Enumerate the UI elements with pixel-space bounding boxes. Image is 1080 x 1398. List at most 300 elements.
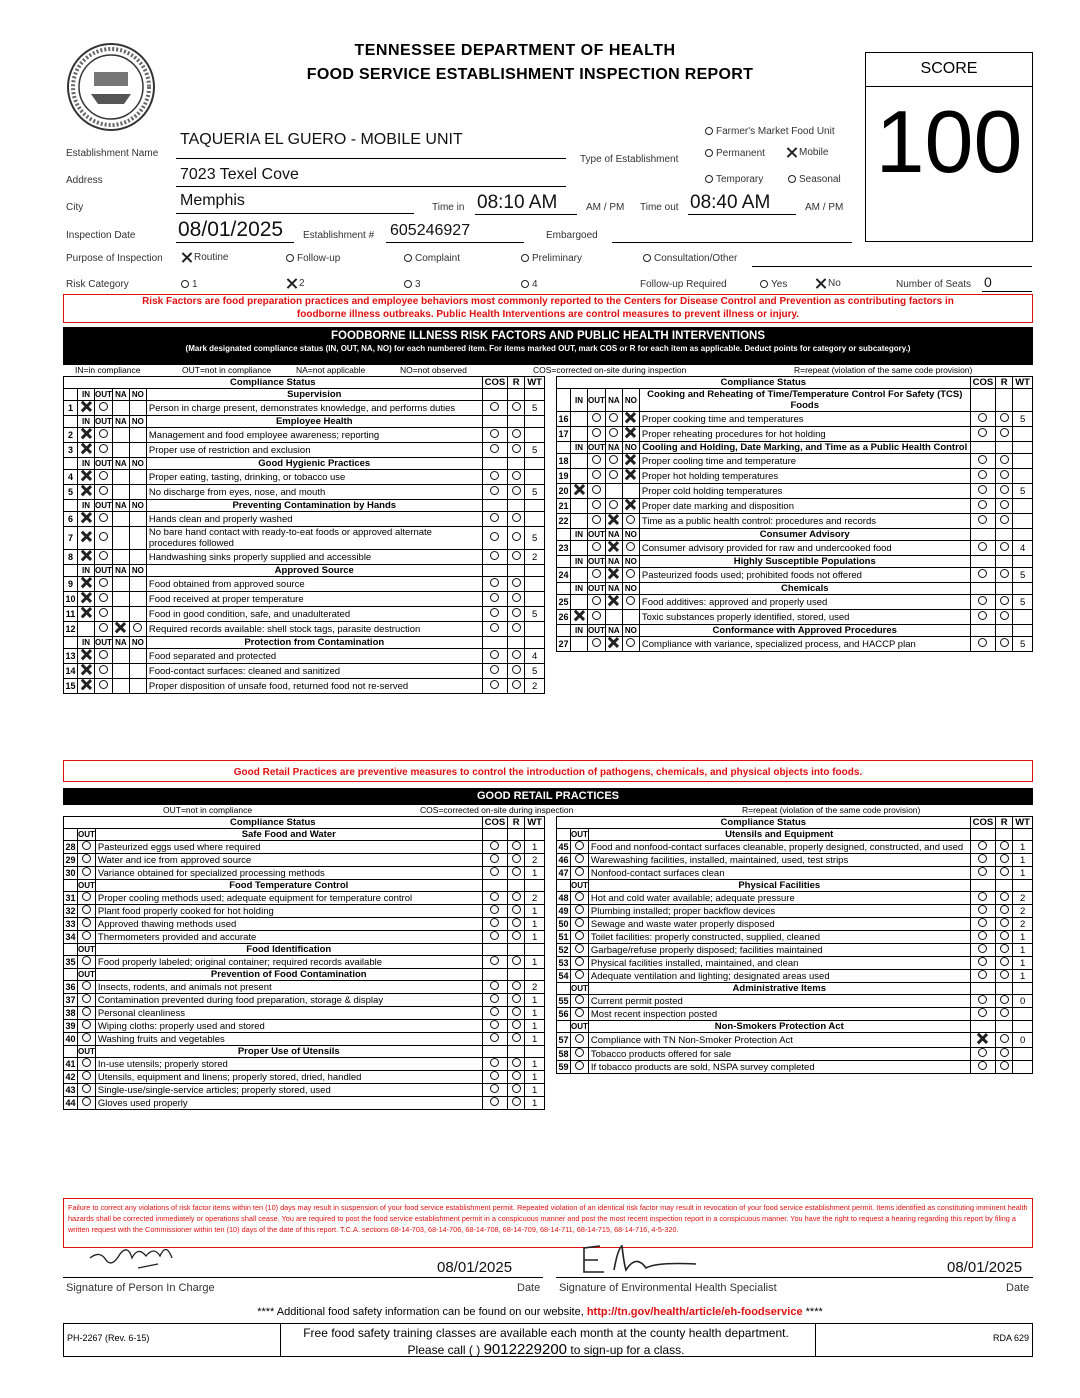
cos-checkbox[interactable]: [970, 1008, 996, 1021]
r-checkbox[interactable]: [508, 592, 525, 607]
out-checkbox[interactable]: [571, 995, 589, 1008]
out-checkbox[interactable]: [571, 944, 589, 957]
no-checkbox[interactable]: [622, 412, 639, 427]
no-checkbox[interactable]: [622, 541, 639, 556]
out-checkbox[interactable]: [588, 484, 606, 499]
out-checkbox[interactable]: [571, 1061, 589, 1074]
section-header: Non-Smokers Protection Act: [588, 1021, 970, 1033]
r-checkbox[interactable]: [996, 541, 1013, 556]
out-checkbox[interactable]: [95, 649, 113, 664]
in-checkbox[interactable]: [571, 637, 588, 652]
in-checkbox[interactable]: [78, 485, 95, 500]
out-checkbox[interactable]: [588, 412, 606, 427]
item-description: Wiping cloths: properly used and stored: [95, 1020, 482, 1033]
out-checkbox[interactable]: [78, 1071, 96, 1084]
no-checkbox[interactable]: [622, 484, 639, 499]
r-checkbox[interactable]: [508, 649, 525, 664]
r-checkbox[interactable]: [996, 841, 1013, 854]
out-checkbox[interactable]: [95, 607, 113, 622]
r-checkbox[interactable]: [508, 1058, 525, 1071]
na-checkbox[interactable]: [112, 664, 129, 679]
r-checkbox[interactable]: [996, 892, 1013, 905]
out-checkbox[interactable]: [588, 427, 606, 442]
cos-checkbox[interactable]: [970, 595, 996, 610]
in-checkbox[interactable]: [78, 622, 95, 637]
na-checkbox[interactable]: [112, 679, 129, 694]
type-seasonal[interactable]: Seasonal: [788, 174, 841, 185]
type-permanent[interactable]: Permanent: [705, 148, 765, 159]
cos-checkbox[interactable]: [970, 499, 996, 514]
r-checkbox[interactable]: [508, 485, 525, 500]
r-checkbox[interactable]: [996, 918, 1013, 931]
no-checkbox[interactable]: [129, 428, 146, 443]
cos-checkbox[interactable]: [482, 527, 508, 550]
r-checkbox[interactable]: [508, 956, 525, 969]
out-checkbox[interactable]: [588, 610, 606, 625]
no-checkbox[interactable]: [129, 485, 146, 500]
na-checkbox[interactable]: [112, 443, 129, 458]
r-checkbox[interactable]: [508, 1097, 525, 1110]
in-checkbox[interactable]: [571, 610, 588, 625]
r-checkbox[interactable]: [508, 1084, 525, 1097]
r-checkbox[interactable]: [508, 577, 525, 592]
table-row: [557, 1033, 1033, 1048]
cos-checkbox[interactable]: [970, 995, 996, 1008]
na-checkbox[interactable]: [605, 412, 622, 427]
cos-checkbox[interactable]: [970, 568, 996, 583]
r-checkbox[interactable]: [996, 610, 1013, 625]
r-checkbox[interactable]: [508, 470, 525, 485]
cos-checkbox[interactable]: [970, 1033, 996, 1048]
na-checkbox[interactable]: [112, 592, 129, 607]
out-checkbox[interactable]: [588, 469, 606, 484]
r-checkbox[interactable]: [508, 994, 525, 1007]
cos-checkbox[interactable]: [970, 867, 996, 880]
out-checkbox[interactable]: [588, 568, 606, 583]
purpose-complaint[interactable]: Complaint: [404, 253, 460, 264]
in-checkbox[interactable]: [571, 427, 588, 442]
item-number: 13: [64, 649, 78, 664]
out-checkbox[interactable]: [571, 1048, 589, 1061]
cos-checkbox[interactable]: [482, 550, 508, 565]
no-checkbox[interactable]: [622, 454, 639, 469]
item-number: 27: [557, 637, 571, 652]
cos-checkbox[interactable]: [482, 577, 508, 592]
cos-checkbox[interactable]: [482, 443, 508, 458]
in-checkbox[interactable]: [78, 592, 95, 607]
r-checkbox[interactable]: [996, 469, 1013, 484]
out-checkbox[interactable]: [78, 1097, 96, 1110]
no-checkbox[interactable]: [129, 470, 146, 485]
in-checkbox[interactable]: [78, 401, 95, 416]
cos-checkbox[interactable]: [482, 905, 508, 918]
cos-header: COS: [482, 817, 508, 829]
item-number: 22: [557, 514, 571, 529]
cos-checkbox[interactable]: [970, 905, 996, 918]
out-checkbox[interactable]: [95, 485, 113, 500]
cos-checkbox[interactable]: [482, 512, 508, 527]
r-checkbox[interactable]: [508, 892, 525, 905]
cos-checkbox[interactable]: [482, 592, 508, 607]
r-checkbox[interactable]: [508, 854, 525, 867]
risk-4[interactable]: 4: [521, 279, 538, 290]
cos-checkbox[interactable]: [482, 679, 508, 694]
out-checkbox[interactable]: [95, 577, 113, 592]
weight-value: [1013, 427, 1033, 442]
cos-checkbox[interactable]: [482, 401, 508, 416]
cos-checkbox[interactable]: [482, 1071, 508, 1084]
out-checkbox[interactable]: [78, 867, 96, 880]
table-row: [557, 412, 1033, 427]
out-checkbox[interactable]: [78, 1033, 96, 1046]
cos-checkbox[interactable]: [482, 1097, 508, 1110]
na-checkbox[interactable]: [605, 469, 622, 484]
cos-checkbox[interactable]: [482, 841, 508, 854]
cos-checkbox[interactable]: [482, 470, 508, 485]
out-checkbox[interactable]: [95, 664, 113, 679]
out-checkbox[interactable]: [571, 918, 589, 931]
risk-3[interactable]: 3: [404, 279, 421, 290]
cos-checkbox[interactable]: [482, 607, 508, 622]
purpose-preliminary[interactable]: Preliminary: [521, 253, 582, 264]
cos-checkbox[interactable]: [970, 841, 996, 854]
r-checkbox[interactable]: [996, 854, 1013, 867]
r-checkbox[interactable]: [508, 622, 525, 637]
in-checkbox[interactable]: [571, 499, 588, 514]
na-checkbox[interactable]: [112, 485, 129, 500]
out-checkbox[interactable]: [95, 470, 113, 485]
footer-warning: Failure to correct any violations of risk factor items within ten (10) days may result in suspension of your food service establishment permit. Repeated violation of an identical risk factor may result in revocation of your food service establishment permit. Items identified as constituting imminent health hazards shall be corrected immediately or operations shall cease. You are required to post the food service establishment permit in a conspicuous manner and post the most recent inspection report in a conspicuous manner. You have the right to request a hearing regarding this report by filing a written request with the Commissioner within ten (10) days of the date of this report. T.C.A. sections 68-14-703, 68-14-706, 68-14-708, 68-14-709, 68-14-711, 68-14-715, 68-14-716, 4-5-320.: [63, 1198, 1033, 1248]
in-checkbox[interactable]: [571, 469, 588, 484]
cos-checkbox[interactable]: [970, 610, 996, 625]
out-checkbox[interactable]: [78, 956, 96, 969]
no-checkbox[interactable]: [129, 577, 146, 592]
out-checkbox[interactable]: [78, 841, 96, 854]
r-checkbox[interactable]: [508, 918, 525, 931]
na-checkbox[interactable]: [112, 622, 129, 637]
cos-checkbox[interactable]: [482, 1007, 508, 1020]
out-checkbox[interactable]: [78, 1007, 96, 1020]
in-checkbox[interactable]: [571, 454, 588, 469]
r-checkbox[interactable]: [996, 454, 1013, 469]
cos-checkbox[interactable]: [482, 918, 508, 931]
cos-checkbox[interactable]: [970, 931, 996, 944]
no-checkbox[interactable]: [129, 664, 146, 679]
out-checkbox[interactable]: [95, 401, 113, 416]
out-checkbox[interactable]: [95, 592, 113, 607]
cos-checkbox[interactable]: [970, 514, 996, 529]
r-checkbox[interactable]: [508, 401, 525, 416]
na-checkbox[interactable]: [112, 428, 129, 443]
no-checkbox[interactable]: [622, 610, 639, 625]
section-header: Utensils and Equipment: [588, 829, 970, 841]
r-checkbox[interactable]: [996, 484, 1013, 499]
na-checkbox[interactable]: [605, 595, 622, 610]
in-checkbox[interactable]: [78, 527, 95, 550]
in-checkbox[interactable]: [571, 412, 588, 427]
in-checkbox[interactable]: [78, 664, 95, 679]
cos-checkbox[interactable]: [970, 970, 996, 983]
out-checkbox[interactable]: [571, 867, 589, 880]
cos-checkbox[interactable]: [482, 931, 508, 944]
cos-checkbox[interactable]: [970, 469, 996, 484]
out-checkbox[interactable]: [78, 905, 96, 918]
r-checkbox[interactable]: [996, 1033, 1013, 1048]
out-checkbox[interactable]: [571, 1008, 589, 1021]
cos-checkbox[interactable]: [970, 412, 996, 427]
na-checkbox[interactable]: [605, 499, 622, 514]
cos-checkbox[interactable]: [970, 1061, 996, 1074]
out-checkbox[interactable]: [78, 931, 96, 944]
cos-checkbox[interactable]: [482, 1020, 508, 1033]
in-checkbox[interactable]: [571, 595, 588, 610]
no-checkbox[interactable]: [129, 401, 146, 416]
cos-checkbox[interactable]: [970, 892, 996, 905]
na-checkbox[interactable]: [605, 637, 622, 652]
type-temporary[interactable]: Temporary: [705, 174, 763, 185]
out-checkbox[interactable]: [571, 905, 589, 918]
out-checkbox[interactable]: [588, 637, 606, 652]
na-checkbox[interactable]: [605, 568, 622, 583]
out-checkbox[interactable]: [78, 1058, 96, 1071]
info-link[interactable]: http://tn.gov/health/article/eh-foodservice: [586, 1306, 803, 1318]
r-checkbox[interactable]: [508, 607, 525, 622]
out-checkbox[interactable]: [95, 428, 113, 443]
r-checkbox[interactable]: [996, 1008, 1013, 1021]
weight-value: 5: [1013, 637, 1033, 652]
purpose-followup[interactable]: Follow-up: [286, 253, 340, 264]
r-checkbox[interactable]: [996, 867, 1013, 880]
ehs-date-label: Date: [1006, 1282, 1030, 1294]
r-checkbox[interactable]: [508, 1020, 525, 1033]
in-checkbox[interactable]: [78, 649, 95, 664]
r-checkbox[interactable]: [996, 514, 1013, 529]
r-checkbox[interactable]: [996, 427, 1013, 442]
r-checkbox[interactable]: [508, 841, 525, 854]
in-checkbox[interactable]: [78, 428, 95, 443]
out-checkbox[interactable]: [588, 595, 606, 610]
r-checkbox[interactable]: [508, 679, 525, 694]
no-checkbox[interactable]: [129, 622, 146, 637]
out-checkbox[interactable]: [571, 1033, 589, 1048]
out-checkbox[interactable]: [571, 854, 589, 867]
cos-checkbox[interactable]: [482, 854, 508, 867]
no-checkbox[interactable]: [129, 527, 146, 550]
purpose-consultation[interactable]: Consultation/Other: [643, 253, 737, 264]
table-row: [557, 1008, 1033, 1021]
r-checkbox[interactable]: [996, 637, 1013, 652]
out-checkbox[interactable]: [588, 514, 606, 529]
item-number: 20: [557, 484, 571, 499]
na-checkbox[interactable]: [112, 512, 129, 527]
r-checkbox[interactable]: [996, 931, 1013, 944]
r-checkbox[interactable]: [996, 595, 1013, 610]
out-checkbox[interactable]: [571, 931, 589, 944]
purpose-routine[interactable]: Routine: [181, 252, 228, 263]
na-checkbox[interactable]: [605, 427, 622, 442]
in-checkbox[interactable]: [78, 679, 95, 694]
out-checkbox[interactable]: [95, 622, 113, 637]
in-checkbox[interactable]: [78, 577, 95, 592]
weight-value: 1: [525, 905, 545, 918]
out-checkbox[interactable]: [571, 970, 589, 983]
out-checkbox[interactable]: [571, 892, 589, 905]
r-checkbox[interactable]: [996, 905, 1013, 918]
cos-checkbox[interactable]: [482, 428, 508, 443]
na-checkbox[interactable]: [605, 484, 622, 499]
cos-checkbox[interactable]: [482, 1084, 508, 1097]
cos-checkbox[interactable]: [482, 1058, 508, 1071]
in-checkbox[interactable]: [571, 514, 588, 529]
r-checkbox[interactable]: [508, 664, 525, 679]
seats-label: Number of Seats: [896, 279, 972, 290]
r-checkbox[interactable]: [996, 957, 1013, 970]
no-checkbox[interactable]: [622, 595, 639, 610]
cos-checkbox[interactable]: [482, 892, 508, 905]
out-checkbox[interactable]: [78, 854, 96, 867]
na-checkbox[interactable]: [112, 470, 129, 485]
r-checkbox[interactable]: [508, 931, 525, 944]
out-checkbox[interactable]: [95, 443, 113, 458]
in-checkbox[interactable]: [571, 568, 588, 583]
na-checkbox[interactable]: [605, 454, 622, 469]
na-checkbox[interactable]: [112, 550, 129, 565]
no-checkbox[interactable]: [622, 427, 639, 442]
out-checkbox[interactable]: [95, 550, 113, 565]
r-checkbox[interactable]: [508, 512, 525, 527]
followup-yes[interactable]: Yes: [760, 279, 787, 290]
cos-checkbox[interactable]: [482, 981, 508, 994]
out-checkbox[interactable]: [95, 679, 113, 694]
out-checkbox[interactable]: [78, 994, 96, 1007]
r-checkbox[interactable]: [508, 443, 525, 458]
no-checkbox[interactable]: [129, 592, 146, 607]
item-number: 37: [65, 994, 76, 1005]
r-checkbox[interactable]: [508, 550, 525, 565]
section-header: Food Identification: [95, 944, 482, 956]
out-checkbox[interactable]: [588, 541, 606, 556]
cos-checkbox[interactable]: [970, 944, 996, 957]
out-checkbox[interactable]: [78, 981, 96, 994]
cos-checkbox[interactable]: [970, 427, 996, 442]
na-checkbox[interactable]: [605, 514, 622, 529]
out-checkbox[interactable]: [95, 512, 113, 527]
cos-checkbox[interactable]: [482, 1033, 508, 1046]
no-checkbox[interactable]: [622, 469, 639, 484]
followup-no[interactable]: No: [815, 278, 841, 289]
section-header: Physical Facilities: [588, 880, 970, 892]
in-checkbox[interactable]: [78, 607, 95, 622]
no-checkbox[interactable]: [622, 637, 639, 652]
out-checkbox[interactable]: [95, 527, 113, 550]
cos-checkbox[interactable]: [482, 994, 508, 1007]
r-checkbox[interactable]: [508, 905, 525, 918]
out-checkbox[interactable]: [78, 1084, 96, 1097]
r-checkbox[interactable]: [508, 981, 525, 994]
r-checkbox[interactable]: [508, 1071, 525, 1084]
no-checkbox[interactable]: [129, 512, 146, 527]
no-checkbox[interactable]: [129, 607, 146, 622]
in-checkbox[interactable]: [78, 550, 95, 565]
risk-2[interactable]: 2: [286, 278, 305, 289]
out-checkbox[interactable]: [571, 841, 589, 854]
cos-checkbox[interactable]: [482, 664, 508, 679]
time-in-value: 08:10 AM: [477, 192, 558, 213]
r-checkbox[interactable]: [996, 1061, 1013, 1074]
in-checkbox[interactable]: [78, 470, 95, 485]
out-checkbox[interactable]: [588, 499, 606, 514]
r-checkbox[interactable]: [508, 867, 525, 880]
no-checkbox[interactable]: [129, 443, 146, 458]
out-checkbox[interactable]: [78, 892, 96, 905]
r-checkbox[interactable]: [996, 944, 1013, 957]
cos-checkbox[interactable]: [482, 649, 508, 664]
cos-checkbox[interactable]: [970, 454, 996, 469]
r-checkbox[interactable]: [996, 568, 1013, 583]
in-checkbox[interactable]: [78, 443, 95, 458]
r-checkbox[interactable]: [508, 428, 525, 443]
risk-1[interactable]: 1: [181, 279, 198, 290]
in-checkbox[interactable]: [78, 512, 95, 527]
type-mobile[interactable]: Mobile: [786, 147, 828, 158]
no-checkbox[interactable]: [622, 499, 639, 514]
r-checkbox[interactable]: [996, 412, 1013, 427]
out-checkbox[interactable]: [588, 454, 606, 469]
out-checkbox[interactable]: [78, 918, 96, 931]
type-farmers-market[interactable]: Farmer's Market Food Unit: [705, 126, 835, 137]
na-checkbox[interactable]: [605, 610, 622, 625]
r-checkbox[interactable]: [996, 1048, 1013, 1061]
r-checkbox[interactable]: [996, 499, 1013, 514]
cos-checkbox[interactable]: [482, 956, 508, 969]
r-checkbox[interactable]: [508, 527, 525, 550]
cos-checkbox[interactable]: [970, 854, 996, 867]
no-checkbox[interactable]: [622, 568, 639, 583]
cos-checkbox[interactable]: [970, 1048, 996, 1061]
r-checkbox[interactable]: [996, 995, 1013, 1008]
na-checkbox[interactable]: [112, 649, 129, 664]
na-checkbox[interactable]: [112, 577, 129, 592]
cos-checkbox[interactable]: [970, 637, 996, 652]
cos-checkbox[interactable]: [970, 957, 996, 970]
table-row: [557, 469, 1033, 484]
cos-checkbox[interactable]: [482, 867, 508, 880]
out-checkbox[interactable]: [78, 1020, 96, 1033]
item-description: Pasteurized foods used; prohibited foods not offered: [639, 568, 970, 583]
cos-checkbox[interactable]: [970, 918, 996, 931]
cos-checkbox[interactable]: [970, 484, 996, 499]
na-checkbox[interactable]: [605, 541, 622, 556]
in-checkbox[interactable]: [571, 484, 588, 499]
r-checkbox[interactable]: [996, 970, 1013, 983]
out-checkbox[interactable]: [571, 957, 589, 970]
item-number: 38: [65, 1007, 76, 1018]
na-checkbox[interactable]: [112, 401, 129, 416]
r-checkbox[interactable]: [508, 1007, 525, 1020]
table-row: [64, 607, 545, 622]
no-checkbox[interactable]: [129, 550, 146, 565]
no-checkbox[interactable]: [129, 679, 146, 694]
na-checkbox[interactable]: [112, 527, 129, 550]
na-checkbox[interactable]: [112, 607, 129, 622]
cos-checkbox[interactable]: [482, 485, 508, 500]
cos-checkbox[interactable]: [482, 622, 508, 637]
r-checkbox[interactable]: [508, 1033, 525, 1046]
no-checkbox[interactable]: [129, 649, 146, 664]
no-checkbox[interactable]: [622, 514, 639, 529]
cos-checkbox[interactable]: [970, 541, 996, 556]
in-checkbox[interactable]: [571, 541, 588, 556]
